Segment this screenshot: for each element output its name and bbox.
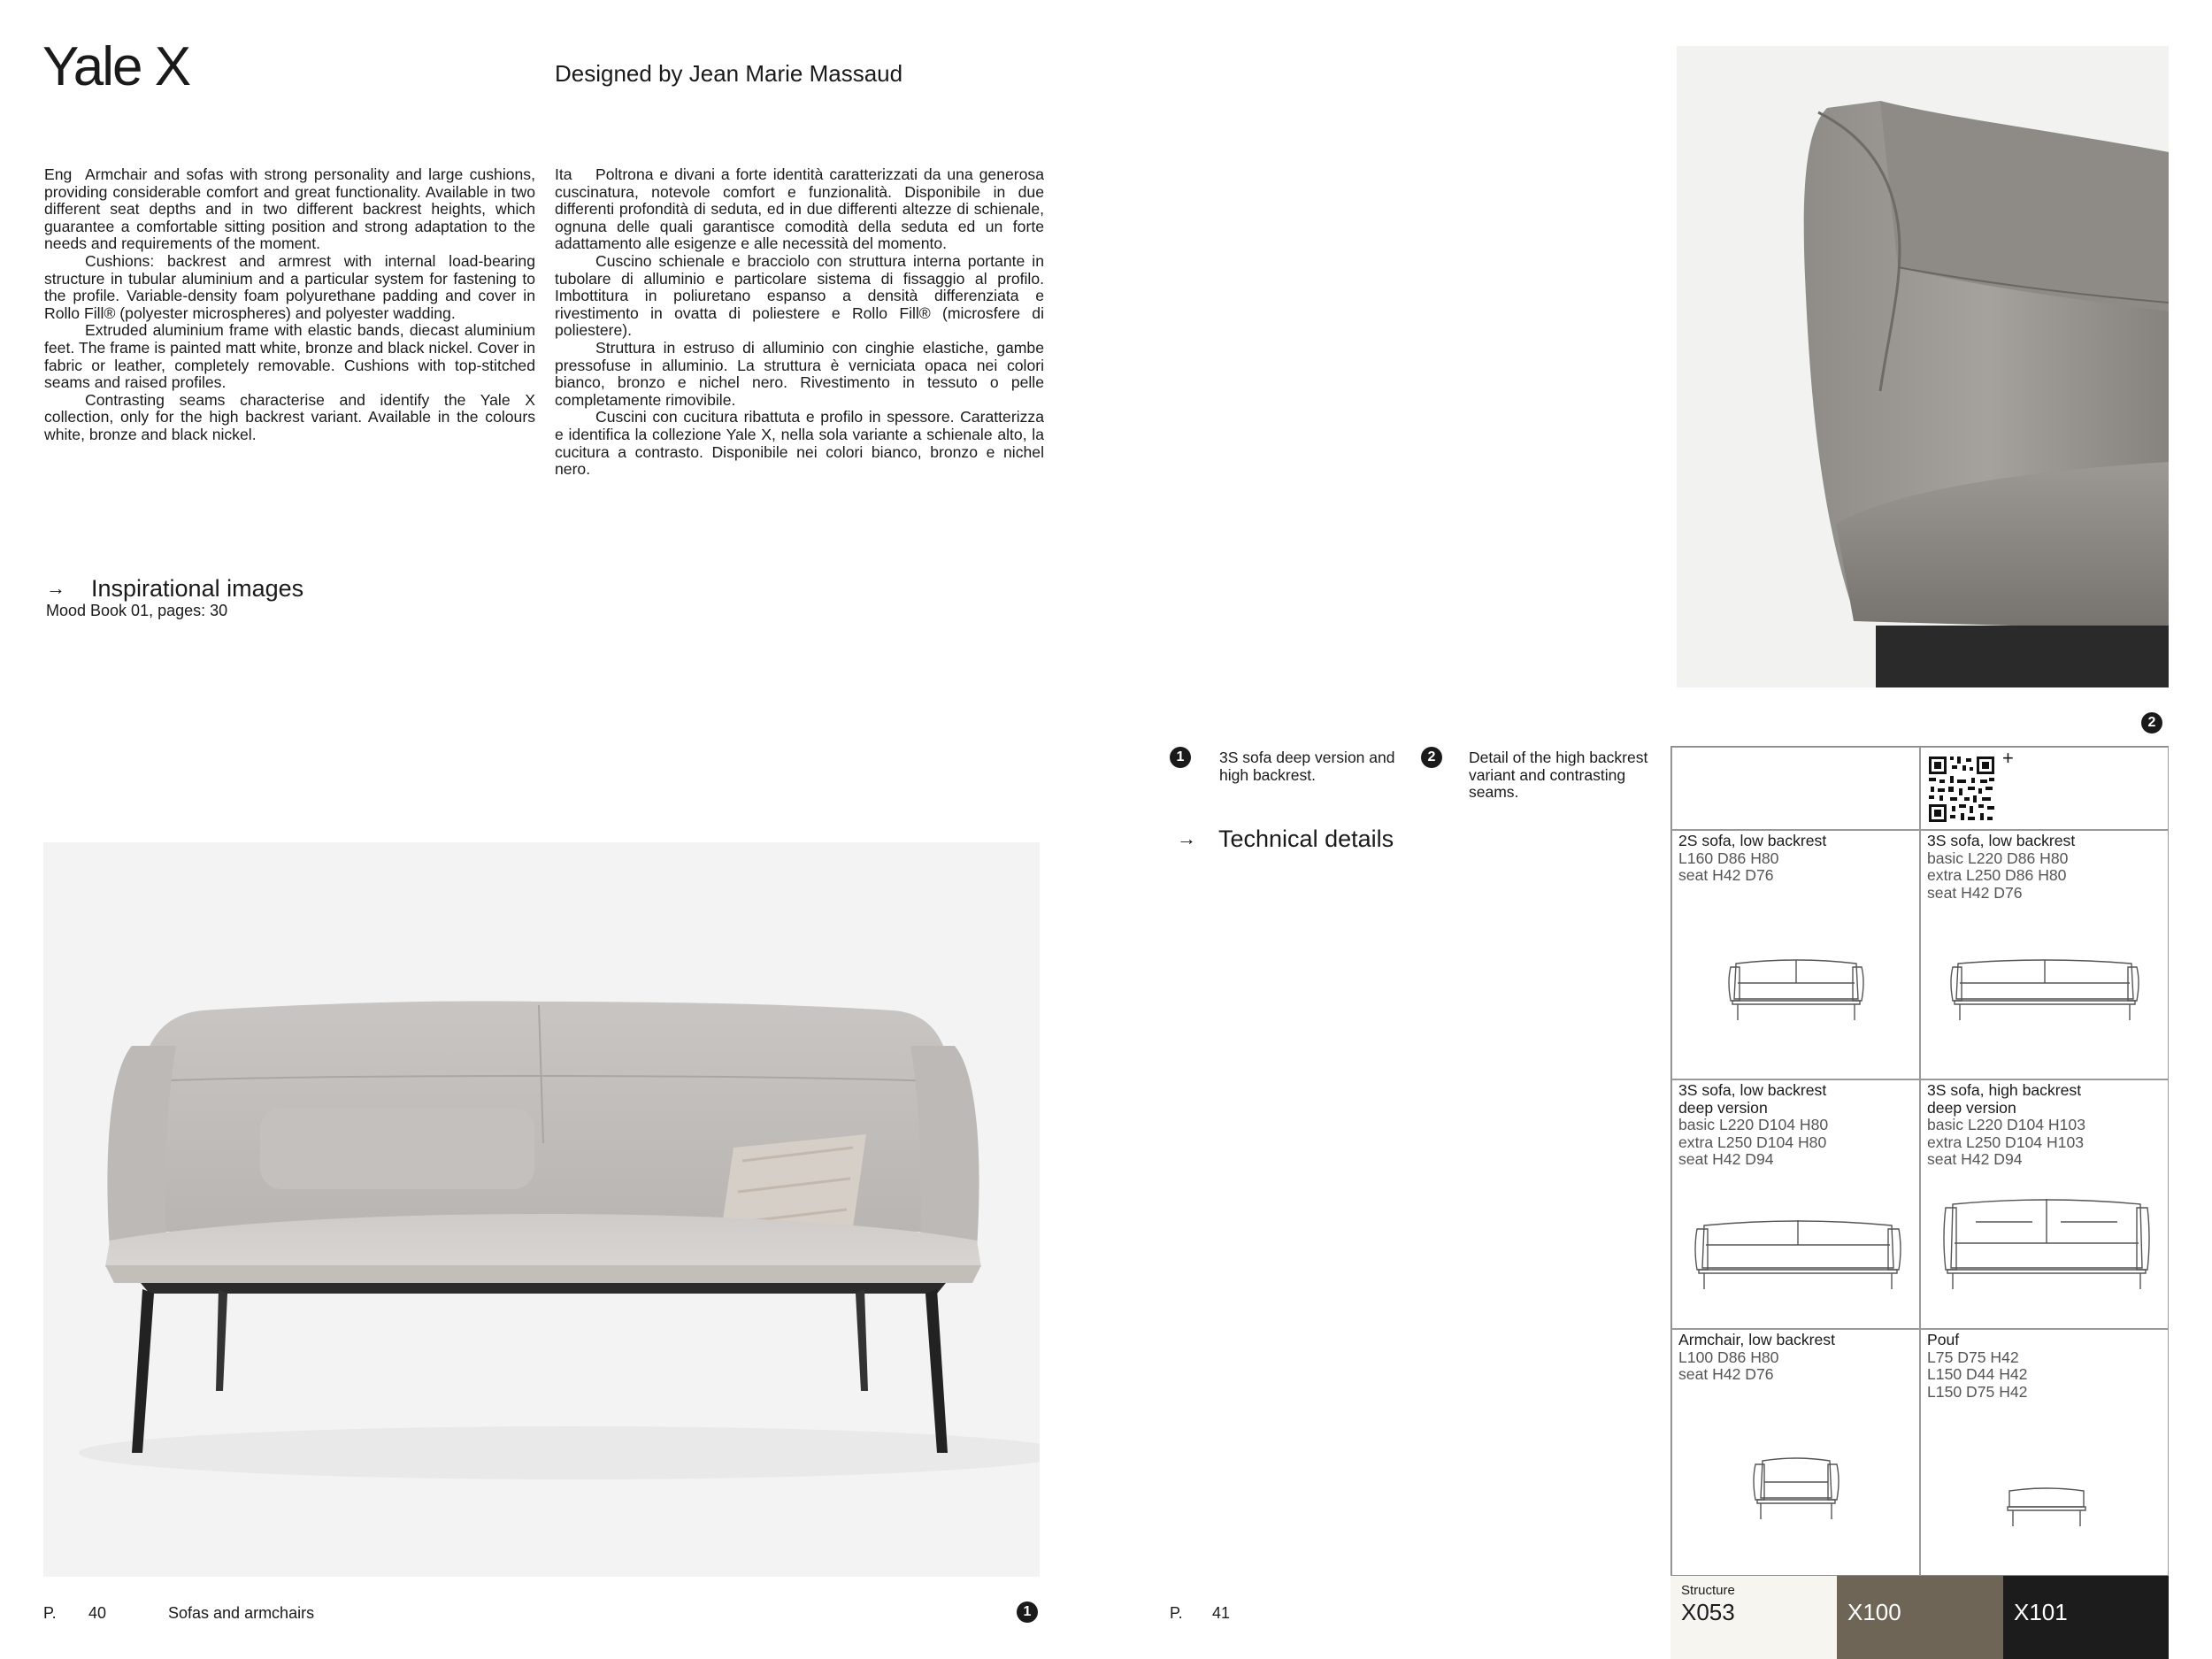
- ita-paragraph-4: Cuscini con cucitura ribattuta e profilo in spessore. Caratterizza e identifica la collezione Yale X, nella sola variante a schienale alto, la cucitura a contrasto. Disponibile nei colori bianco, bronzo e nichel nero.: [555, 408, 1044, 479]
- pouf-drawing: [2002, 1480, 2091, 1533]
- caption-badge-2: 2: [1421, 747, 1442, 768]
- swatch-x053[interactable]: [1671, 1576, 1837, 1659]
- product-title: Pouf: [1927, 1331, 1960, 1348]
- caption-text-2: Detail of the high backrest variant and contrasting seams.: [1469, 749, 1648, 801]
- product-dimension: extra L250 D86 H80: [1927, 866, 2067, 885]
- product-cell-3s-high-deep: [1920, 1079, 2169, 1329]
- product-dimension: extra L250 D104 H80: [1678, 1133, 1827, 1151]
- footer-page-label-right: P.: [1170, 1604, 1183, 1622]
- product-cell-pouf: [1920, 1329, 2169, 1577]
- product-cell-2s-low: [1671, 830, 1920, 1079]
- language-tag-ita: Ita: [555, 165, 572, 183]
- technical-details-link[interactable]: [1177, 826, 1394, 852]
- eng-paragraph-1: [44, 166, 535, 253]
- footer-page-number-left: 40: [88, 1604, 107, 1622]
- product-title: 3S sofa, high backrest: [1927, 1081, 2082, 1099]
- footer-page-label-left: P.: [43, 1604, 57, 1622]
- product-cell-3s-low-deep: [1671, 1079, 1920, 1329]
- product-dimension: L100 D86 H80: [1678, 1348, 1779, 1366]
- product-dimension: basic L220 D86 H80: [1927, 849, 2069, 867]
- grid-header-empty: [1671, 747, 1920, 830]
- product-cell-armchair-low: [1671, 1329, 1920, 1577]
- caption-badge-1: 1: [1170, 747, 1191, 768]
- description-english: [44, 166, 535, 444]
- caption-text-1: 3S sofa deep version and high backrest.: [1219, 749, 1395, 784]
- ita-paragraph-2: Cuscino schienale e bracciolo con struttura interna portante in tubolare di alluminio e particolare sistema di fissaggio al profilo. Imbottitura in poliuretano espanso a densità differenziata e rivestimento in ovatta di poliestere e Rollo Fill® (microsfere di poliestere).: [555, 251, 1044, 340]
- product-title: 3S sofa, low backrest: [1927, 832, 2076, 849]
- sofa-3s-high-drawing: [1940, 1194, 2153, 1293]
- sofa-3s-drawing: [1947, 955, 2142, 1025]
- designer-credit: Designed by Jean Marie Massaud: [555, 60, 903, 87]
- product-dimension: seat H42 D94: [1927, 1150, 2023, 1169]
- ita-paragraph-3: Struttura in estruso di alluminio con cinghie elastiche, gambe pressofuse in alluminio. La struttura è verniciata opaca nei colori bianco, bronzo e nichel nero. Rivestimento in tessuto o pelle completamente rimovibile.: [555, 338, 1044, 409]
- product-title: 3S sofa, low backrest: [1678, 1081, 1827, 1099]
- inspirational-images-link[interactable]: [46, 575, 304, 602]
- language-tag-eng: Eng: [44, 165, 73, 183]
- arrow-right-icon: →: [46, 577, 65, 599]
- plus-icon[interactable]: +: [2002, 747, 2014, 769]
- ita-paragraph-1: [555, 166, 1044, 253]
- product-dimension: L150 D44 H42: [1927, 1365, 2028, 1384]
- product-dimension: seat H42 D76: [1678, 1365, 1774, 1384]
- eng-text-1: Armchair and sofas with strong personality and large cushions, providing considerable comfort and great functionality. Available in two different seat depths and in two different backrest heights, which guarantee a comfortable sitting position and strong adaptation to the needs and requirements of the moment.: [44, 165, 535, 253]
- armchair-detail-photo: [1677, 46, 2169, 687]
- eng-paragraph-3: Extruded aluminium frame with elastic bands, diecast aluminium feet. The frame is painted matt white, bronze and black nickel. Cover in fabric or leather, completely removable. Cushions with top-stitched seams and raised profiles.: [44, 321, 535, 392]
- swatch-x101[interactable]: [2003, 1576, 2169, 1659]
- product-dimension: extra L250 D104 H103: [1927, 1133, 2085, 1151]
- sofa-2s-drawing: [1725, 955, 1867, 1025]
- product-title: 2S sofa, low backrest: [1678, 832, 1827, 849]
- footer-page-number-right: 41: [1212, 1604, 1231, 1622]
- product-dimension: L75 D75 H42: [1927, 1348, 2019, 1366]
- description-italian: [555, 166, 1044, 479]
- page-title: Yale X: [42, 36, 190, 97]
- product-title-variant: deep version: [1927, 1098, 2016, 1117]
- technical-details-label: Technical details: [1218, 826, 1394, 852]
- swatch-code: X100: [1847, 1599, 1901, 1625]
- qr-code-icon[interactable]: [1927, 755, 1996, 824]
- product-dimension: basic L220 D104 H80: [1678, 1116, 1829, 1134]
- photo-badge-1: 1: [1017, 1601, 1038, 1623]
- arrow-right-icon: →: [1177, 827, 1196, 849]
- product-dimension: L160 D86 H80: [1678, 849, 1779, 867]
- sofa-photo: [43, 842, 1040, 1577]
- product-dimension: seat H42 D94: [1678, 1150, 1774, 1169]
- product-dimension: seat H42 D76: [1927, 883, 2023, 902]
- product-dimension: L150 D75 H42: [1927, 1382, 2028, 1401]
- inspirational-images-label: Inspirational images: [91, 575, 304, 602]
- structure-label: Structure: [1681, 1583, 1735, 1598]
- product-dimension: basic L220 D104 H103: [1927, 1116, 2085, 1134]
- armchair-drawing: [1752, 1454, 1840, 1525]
- product-cell-3s-low: [1920, 830, 2169, 1079]
- swatch-code: X101: [2014, 1599, 2068, 1625]
- product-title-variant: deep version: [1678, 1098, 1768, 1117]
- armchair-detail-illustration: [1677, 46, 2169, 687]
- qr-code-cell[interactable]: [1920, 747, 2169, 830]
- eng-paragraph-2: Cushions: backrest and armrest with internal load-bearing structure in tubular aluminium and a particular system for fastening to the profile. Variable-density foam polyurethane padding and cover in Rollo Fill® (polyester microspheres) and polyester wadding.: [44, 251, 535, 322]
- sofa-illustration: [43, 842, 1040, 1577]
- ita-text-1: Poltrona e divani a forte identità caratterizzati da una generosa cuscinatura, notevole comfort e funzionalità. Disponibile in due differenti profondità di seduta, ed in due differenti altezze di schienale, ognuna delle quali garantisce comodità della seduta ed un forte adattamento alle esigenze e alle necessità del momento.: [555, 165, 1044, 253]
- product-dimension: seat H42 D76: [1678, 866, 1774, 885]
- mood-book-reference: Mood Book 01, pages: 30: [46, 602, 228, 619]
- swatch-x100[interactable]: [1837, 1576, 2003, 1659]
- swatch-code: X053: [1681, 1599, 1735, 1625]
- footer-section: Sofas and armchairs: [168, 1604, 315, 1622]
- product-title: Armchair, low backrest: [1678, 1331, 1835, 1348]
- eng-paragraph-4: Contrasting seams characterise and identify the Yale X collection, only for the high backrest variant. Available in the colours white, bronze and black nickel.: [44, 390, 535, 443]
- photo-badge-2: 2: [2141, 712, 2162, 733]
- sofa-3s-deep-drawing: [1692, 1213, 1904, 1293]
- technical-grid: [1671, 746, 2169, 1576]
